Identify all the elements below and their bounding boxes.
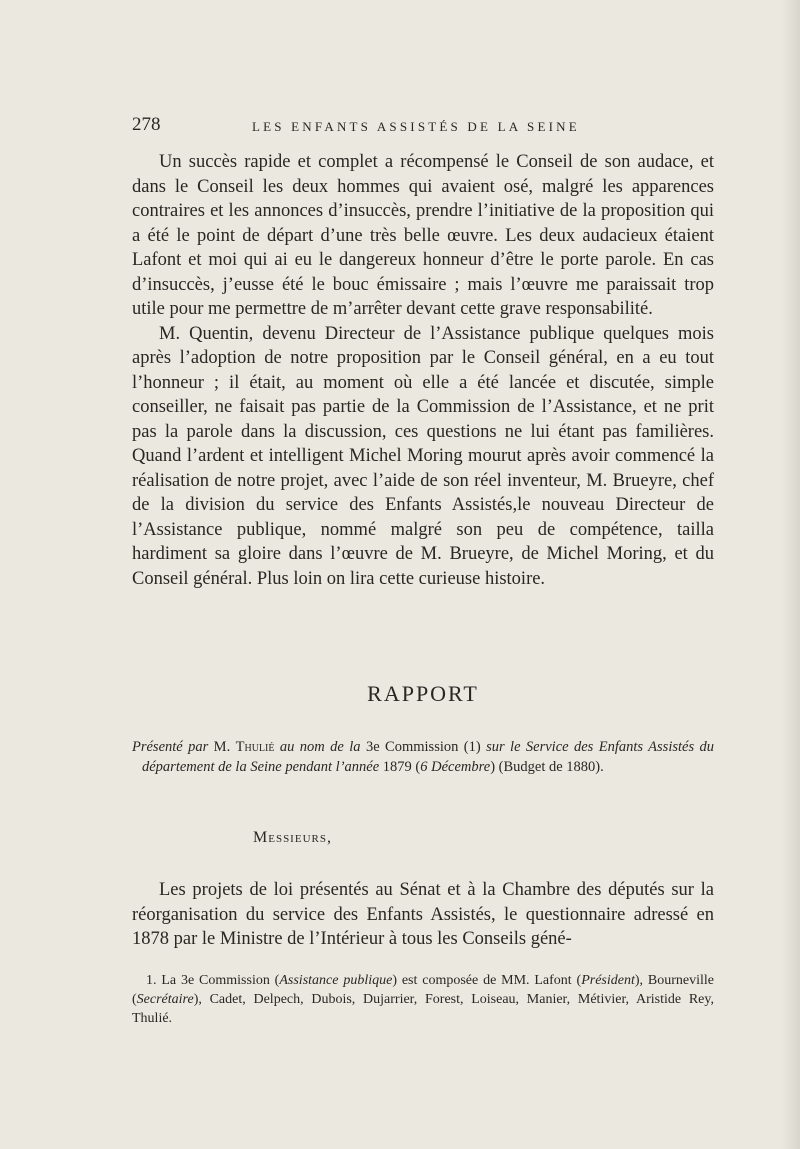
page-header — [132, 114, 714, 138]
footnote-part: Président — [581, 973, 635, 988]
footnote-part: ), Cadet, Delpech, Dubois, Dujarrier, Forest, Loiseau, Manier, Métivier, Aristide Rey, Thulié. — [132, 992, 714, 1026]
report-meta-part: Présenté par — [132, 739, 209, 755]
paragraph-2: M. Quentin, devenu Directeur de l’Assistance publique quelques mois après l’adoption de notre proposition par le Conseil général, en a eu tout l’honneur ; il était, au moment où elle a été lancée et discutée, simple conseiller, ne faisait pas partie de la Commission de l’Assistance, et ne prit pas la parole dans la discussion, ces questions ne lui étant pas familières. Quand l’ardent et intelligent Michel Moring mourut après avoir commencé la réalisation de notre projet, avec l’aide de son réel inventeur, M. Brueyre, chef de la division du service des Enfants Assistés,le nouveau Directeur de l’Assistance publique, nommé malgré son peu de compétence, tailla hardiment sa gloire dans l’œuvre de M. Brueyre, de Michel Moring, et du Conseil général. Plus loin on lira cette curieuse histoire. — [132, 323, 714, 589]
report-meta-part: au nom de la — [274, 739, 366, 755]
report-meta — [132, 737, 714, 777]
body-text — [132, 150, 714, 591]
running-head: LES ENFANTS ASSISTÉS DE LA SEINE — [252, 119, 580, 134]
salutation: Messieurs, — [253, 829, 332, 846]
report-meta-part: ( — [411, 759, 421, 775]
report-body — [132, 878, 714, 952]
report-meta-part: Commission — [379, 739, 464, 755]
report-meta-author: Thulié — [235, 739, 275, 755]
report-meta-part: M. — [208, 739, 236, 755]
footnote-part: ) est composée de MM. Lafont ( — [392, 973, 582, 988]
footnote-ref: (1) — [463, 739, 481, 755]
report-meta-date: 6 Décembre — [420, 759, 491, 775]
report-meta-year: 1879 — [382, 759, 412, 775]
footnote-part: Assistance publique — [279, 973, 393, 988]
page-edge-shadow — [782, 0, 800, 1149]
report-meta-part: 3e — [365, 739, 380, 755]
report-meta-part: sur le Service des Enfants Assistés du département de la Seine pendant l’année — [142, 739, 715, 775]
footnote-part: 1. La 3e Commission ( — [146, 973, 280, 988]
footnote — [132, 971, 714, 1028]
report-paragraph: Les projets de loi présentés au Sénat et à la Chambre des députés sur la réorganisation du service des Enfants Assistés, le questionnaire adressé en 1878 par le Ministre de l’Intérieur à tous les Conseils géné- — [132, 880, 714, 949]
footnote-part: ), Bourneville ( — [132, 973, 714, 1007]
report-meta-part: ) (Budget de 1880). — [490, 759, 604, 775]
footnote-part: Secrétaire — [136, 992, 194, 1007]
page-number: 278 — [132, 114, 161, 135]
section-title: RAPPORT — [367, 681, 479, 706]
paragraph-1: Un succès rapide et complet a récompensé le Conseil de son audace, et dans le Conseil les deux hommes qui avaient osé, malgré les apparences contraires et les annonces d’insuccès, prendre l’initiative de la proposition qui a été le point de départ d’une très belle œuvre. Les deux audacieux étaient Lafont et moi qui ai eu le dangereux honneur d’être le porte parole. En cas d’insuccès, j’eusse été le bouc émissaire ; mais l’œuvre me paraissait trop utile pour me permettre de m’arrêter devant cette grave responsabilité. — [132, 152, 714, 319]
